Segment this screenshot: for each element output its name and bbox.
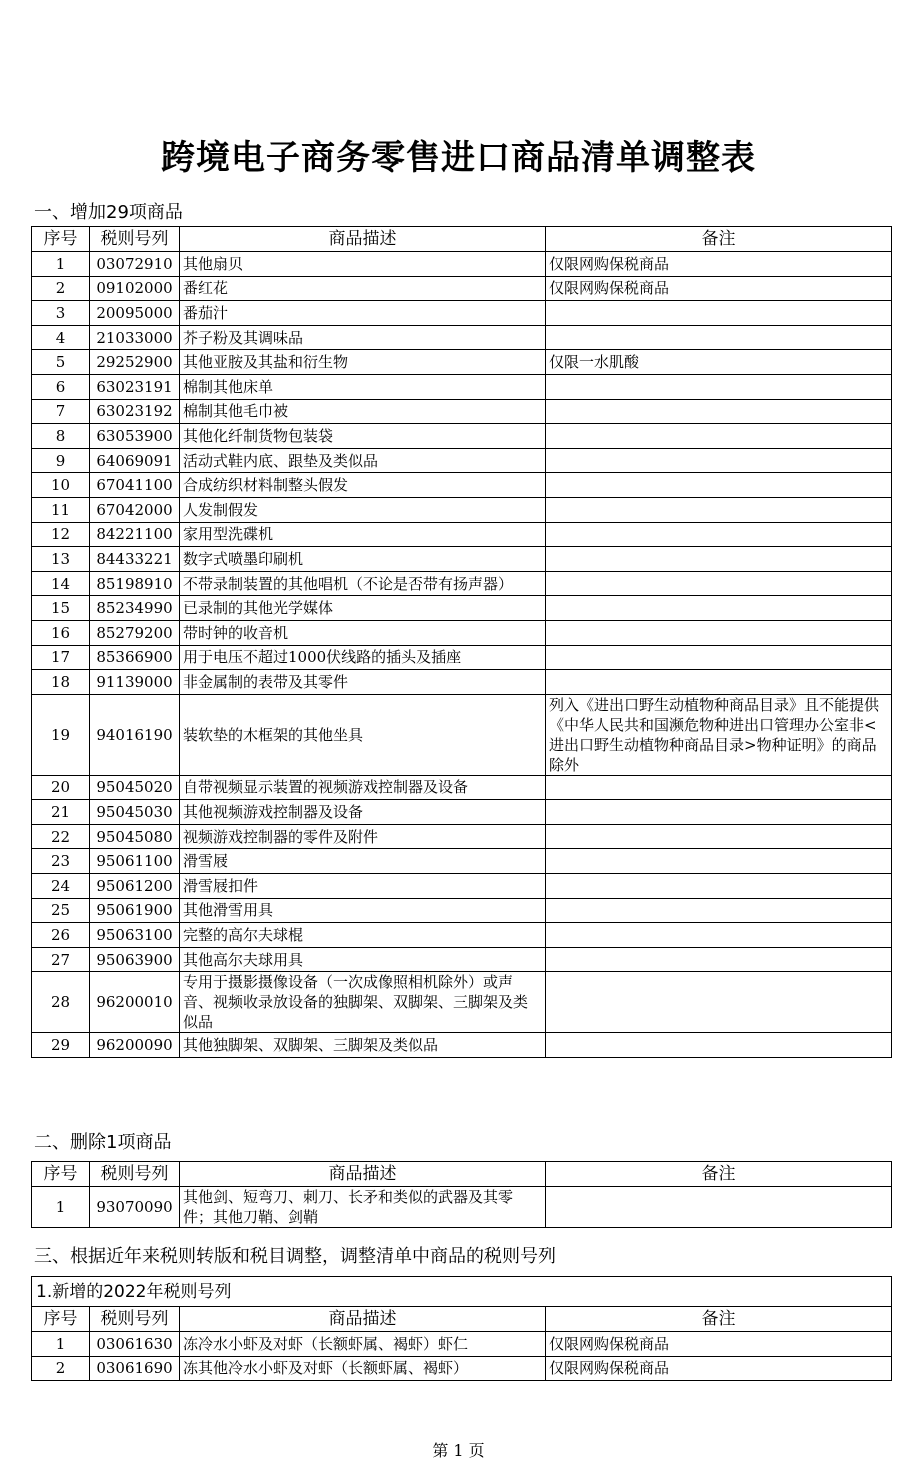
table-row	[32, 374, 892, 399]
page-title: 跨境电子商务零售进口商品清单调整表	[161, 138, 756, 178]
cell-note: 列入《进出口野生动植物种商品目录》且不能提供《中华人民共和国濒危物种进出口管理办公室非<进出口野生动植物种商品目录>物种证明》的商品除外	[546, 694, 892, 775]
cell-code: 67041100	[90, 473, 180, 498]
cell-code: 85366900	[90, 645, 180, 670]
cell-desc: 其他独脚架、双脚架、三脚架及类似品	[180, 1033, 546, 1058]
header-code: 税则号列	[90, 227, 180, 252]
table-row	[32, 1033, 892, 1058]
cell-code: 95061200	[90, 874, 180, 899]
cell-note	[546, 1033, 892, 1058]
cell-code: 94016190	[90, 694, 180, 775]
page-number: 第 1 页	[432, 1441, 485, 1460]
table-row	[32, 325, 892, 350]
cell-note	[546, 645, 892, 670]
cell-desc: 人发制假发	[180, 497, 546, 522]
cell-note	[546, 775, 892, 800]
cell-desc: 冻其他冷水小虾及对虾（长额虾属、褐虾）	[180, 1356, 546, 1381]
cell-desc: 番红花	[180, 276, 546, 301]
cell-seq: 26	[32, 923, 90, 948]
cell-code: 95063100	[90, 923, 180, 948]
cell-desc: 其他滑雪用具	[180, 898, 546, 923]
cell-desc: 其他视频游戏控制器及设备	[180, 800, 546, 825]
cell-seq: 15	[32, 596, 90, 621]
table-row	[32, 1332, 892, 1357]
cell-code: 03061690	[90, 1356, 180, 1381]
section-3-heading: 三、根据近年来税则转版和税目调整，调整清单中商品的税则号列	[34, 1246, 556, 1267]
cell-desc: 其他化纤制货物包装袋	[180, 424, 546, 449]
cell-code: 64069091	[90, 448, 180, 473]
cell-seq: 8	[32, 424, 90, 449]
table-row	[32, 448, 892, 473]
cell-seq: 1	[32, 252, 90, 277]
cell-code: 84221100	[90, 522, 180, 547]
table-row	[32, 694, 892, 775]
cell-seq: 5	[32, 350, 90, 375]
cell-note	[546, 596, 892, 621]
cell-code: 95045030	[90, 800, 180, 825]
cell-note	[546, 849, 892, 874]
cell-note	[546, 547, 892, 572]
cell-desc: 滑雪屐扣件	[180, 874, 546, 899]
cell-desc: 家用型洗碟机	[180, 522, 546, 547]
header-desc: 商品描述	[180, 227, 546, 252]
table-row	[32, 424, 892, 449]
cell-note	[546, 620, 892, 645]
cell-desc: 非金属制的表带及其零件	[180, 670, 546, 695]
cell-desc: 数字式喷墨印刷机	[180, 547, 546, 572]
table-row	[32, 522, 892, 547]
cell-note	[546, 898, 892, 923]
cell-seq: 3	[32, 301, 90, 326]
cell-seq: 28	[32, 972, 90, 1033]
cell-code: 63053900	[90, 424, 180, 449]
cell-note	[546, 374, 892, 399]
header-seq: 序号	[32, 227, 90, 252]
table-row	[32, 620, 892, 645]
table-header-row	[32, 1307, 892, 1332]
table-row	[32, 1356, 892, 1381]
cell-code: 20095000	[90, 301, 180, 326]
cell-code: 93070090	[90, 1187, 180, 1228]
cell-note	[546, 670, 892, 695]
table-row	[32, 775, 892, 800]
table-row	[32, 301, 892, 326]
cell-note: 仅限网购保税商品	[546, 252, 892, 277]
cell-code: 03061630	[90, 1332, 180, 1357]
cell-seq: 1	[32, 1332, 90, 1357]
cell-seq: 17	[32, 645, 90, 670]
cell-note	[546, 571, 892, 596]
cell-seq: 7	[32, 399, 90, 424]
cell-note	[546, 800, 892, 825]
cell-code: 63023191	[90, 374, 180, 399]
cell-seq: 25	[32, 898, 90, 923]
cell-note: 仅限网购保税商品	[546, 1332, 892, 1357]
table-row	[32, 824, 892, 849]
table-row	[32, 547, 892, 572]
table-row	[32, 571, 892, 596]
cell-seq: 12	[32, 522, 90, 547]
cell-note	[546, 522, 892, 547]
cell-seq: 14	[32, 571, 90, 596]
table-subheading-row	[32, 1277, 892, 1307]
cell-desc: 芥子粉及其调味品	[180, 325, 546, 350]
table-row	[32, 645, 892, 670]
cell-desc: 完整的高尔夫球棍	[180, 923, 546, 948]
cell-code: 84433221	[90, 547, 180, 572]
cell-note: 仅限网购保税商品	[546, 1356, 892, 1381]
table-row	[32, 874, 892, 899]
cell-note	[546, 972, 892, 1033]
table-header-row	[32, 1162, 892, 1187]
cell-seq: 2	[32, 276, 90, 301]
table-row	[32, 947, 892, 972]
cell-seq: 29	[32, 1033, 90, 1058]
table-row	[32, 972, 892, 1033]
cell-seq: 21	[32, 800, 90, 825]
cell-code: 95045080	[90, 824, 180, 849]
cell-seq: 2	[32, 1356, 90, 1381]
section-2-body	[32, 1187, 892, 1228]
cell-note	[546, 947, 892, 972]
cell-note	[546, 824, 892, 849]
cell-code: 95045020	[90, 775, 180, 800]
cell-seq: 10	[32, 473, 90, 498]
cell-code: 63023192	[90, 399, 180, 424]
cell-desc: 合成纺织材料制整头假发	[180, 473, 546, 498]
cell-desc: 棉制其他毛巾被	[180, 399, 546, 424]
cell-seq: 22	[32, 824, 90, 849]
cell-code: 95063900	[90, 947, 180, 972]
cell-desc: 专用于摄影摄像设备（一次成像照相机除外）或声音、视频收录放设备的独脚架、双脚架、三脚架及类似品	[180, 972, 546, 1033]
cell-seq: 18	[32, 670, 90, 695]
cell-desc: 装软垫的木框架的其他坐具	[180, 694, 546, 775]
header-note: 备注	[546, 1162, 892, 1187]
cell-desc: 用于电压不超过1000伏线路的插头及插座	[180, 645, 546, 670]
cell-seq: 6	[32, 374, 90, 399]
cell-seq: 23	[32, 849, 90, 874]
cell-seq: 4	[32, 325, 90, 350]
cell-note	[546, 923, 892, 948]
table-row	[32, 596, 892, 621]
cell-note: 仅限一水肌酸	[546, 350, 892, 375]
cell-code: 85198910	[90, 571, 180, 596]
cell-code: 95061900	[90, 898, 180, 923]
cell-desc: 番茄汁	[180, 301, 546, 326]
table-header-row	[32, 227, 892, 252]
section-3-body	[32, 1332, 892, 1381]
table-row	[32, 898, 892, 923]
cell-desc: 棉制其他床单	[180, 374, 546, 399]
cell-desc: 其他亚胺及其盐和衍生物	[180, 350, 546, 375]
cell-seq: 13	[32, 547, 90, 572]
section-2-heading: 二、删除1项商品	[34, 1132, 172, 1153]
table-row	[32, 670, 892, 695]
cell-desc: 不带录制装置的其他唱机（不论是否带有扬声器）	[180, 571, 546, 596]
cell-code: 03072910	[90, 252, 180, 277]
cell-code: 29252900	[90, 350, 180, 375]
table-row	[32, 1187, 892, 1228]
table-row	[32, 473, 892, 498]
cell-seq: 1	[32, 1187, 90, 1228]
cell-desc: 冻冷水小虾及对虾（长额虾属、褐虾）虾仁	[180, 1332, 546, 1357]
table-row	[32, 399, 892, 424]
header-desc: 商品描述	[180, 1307, 546, 1332]
cell-note	[546, 497, 892, 522]
cell-seq: 20	[32, 775, 90, 800]
cell-seq: 24	[32, 874, 90, 899]
table-row	[32, 800, 892, 825]
header-note: 备注	[546, 1307, 892, 1332]
header-seq: 序号	[32, 1162, 90, 1187]
section-2-table	[31, 1161, 892, 1228]
cell-desc: 活动式鞋内底、跟垫及类似品	[180, 448, 546, 473]
cell-note	[546, 301, 892, 326]
header-note: 备注	[546, 227, 892, 252]
cell-code: 95061100	[90, 849, 180, 874]
cell-note	[546, 473, 892, 498]
section-3-subheading: 1.新增的2022年税则号列	[32, 1277, 892, 1307]
cell-desc: 自带视频显示装置的视频游戏控制器及设备	[180, 775, 546, 800]
cell-seq: 19	[32, 694, 90, 775]
cell-desc: 其他剑、短弯刀、刺刀、长矛和类似的武器及其零件；其他刀鞘、剑鞘	[180, 1187, 546, 1228]
table-row	[32, 849, 892, 874]
header-desc: 商品描述	[180, 1162, 546, 1187]
cell-desc: 视频游戏控制器的零件及附件	[180, 824, 546, 849]
cell-note	[546, 1187, 892, 1228]
cell-desc: 已录制的其他光学媒体	[180, 596, 546, 621]
section-1-table	[31, 226, 892, 1058]
cell-code: 96200090	[90, 1033, 180, 1058]
cell-seq: 16	[32, 620, 90, 645]
section-1-heading: 一、增加29项商品	[34, 202, 183, 223]
table-row	[32, 923, 892, 948]
cell-note	[546, 448, 892, 473]
cell-desc: 滑雪屐	[180, 849, 546, 874]
cell-seq: 9	[32, 448, 90, 473]
cell-code: 21033000	[90, 325, 180, 350]
section-3-table	[31, 1276, 892, 1381]
cell-note	[546, 325, 892, 350]
cell-code: 85234990	[90, 596, 180, 621]
cell-desc: 其他扇贝	[180, 252, 546, 277]
header-code: 税则号列	[90, 1307, 180, 1332]
header-seq: 序号	[32, 1307, 90, 1332]
cell-code: 96200010	[90, 972, 180, 1033]
cell-code: 85279200	[90, 620, 180, 645]
section-1-body	[32, 252, 892, 1058]
cell-desc: 其他高尔夫球用具	[180, 947, 546, 972]
cell-note	[546, 424, 892, 449]
cell-code: 67042000	[90, 497, 180, 522]
cell-desc: 带时钟的收音机	[180, 620, 546, 645]
cell-note	[546, 874, 892, 899]
table-row	[32, 252, 892, 277]
table-row	[32, 276, 892, 301]
header-code: 税则号列	[90, 1162, 180, 1187]
cell-seq: 27	[32, 947, 90, 972]
cell-note	[546, 399, 892, 424]
cell-seq: 11	[32, 497, 90, 522]
cell-code: 91139000	[90, 670, 180, 695]
table-row	[32, 350, 892, 375]
cell-note: 仅限网购保税商品	[546, 276, 892, 301]
cell-code: 09102000	[90, 276, 180, 301]
table-row	[32, 497, 892, 522]
